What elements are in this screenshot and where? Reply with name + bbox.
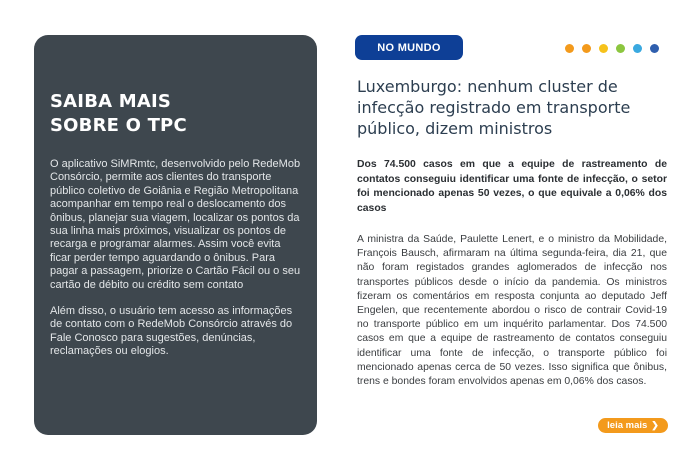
dot-icon: [650, 44, 659, 53]
dot-icon: [582, 44, 591, 53]
article-lead: Dos 74.500 casos em que a equipe de rastreamento de contatos conseguiu identificar uma fonte de infecção, o setor foi mencionado apenas 50 vezes, o que equivale a 0,06% dos casos: [357, 159, 667, 214]
info-card-title-line1: SAIBA MAIS: [50, 91, 172, 112]
dot-icon: [616, 44, 625, 53]
dot-icon: [599, 44, 608, 53]
info-card-paragraph-app: O aplicativo SiMRmtc, desenvolvido pelo RedeMob Consórcio, permite aos clientes do transporte público coletivo de Goiânia e Região Metropolitana acompanhar em tempo real o deslocamento dos ônibus, planejar sua viagem, localizar os pontos da sua linha mais próximos, visualizar os pontos de recarga e programar alarmes. Assim você evita ficar perder tempo aguardando o ônibus. Para pagar a passagem, priorize o Cartão Fácil ou o seu cartão de débito ou crédito sem contato: [50, 158, 301, 291]
article-headline: Luxemburgo: nenhum cluster de infecção registrado em transporte público, dizem ministros: [357, 77, 631, 138]
dot-icon: [633, 44, 642, 53]
info-card-title-line2: SOBRE O TPC: [50, 115, 187, 136]
info-card-title: [50, 90, 303, 138]
category-badge: NO MUNDO: [355, 35, 463, 60]
info-card-paragraph-contact: Além disso, o usuário tem acesso as informações de contato com o RedeMob Consórcio através do Fale Conosco para sugestões, denúncias, reclamações ou elogios.: [50, 305, 293, 358]
info-card: [34, 35, 317, 435]
read-more-button[interactable]: [598, 418, 668, 433]
read-more-label: leia mais: [607, 420, 648, 431]
article-body: A ministra da Saúde, Paulette Lenert, e o ministro da Mobilidade, François Bausch, afirmaram na última segunda-feira, dia 21, que não foram registados grandes aglomerados de infecção nos transportes públicos desde o início da pandemia. Os ministros fizeram os comentários em resposta conjunta ao deputado Jeff Engelen, que recentemente abordou o risco de contrair Covid-19 no transporte público em um inquérito parlamentar. Dos 74.500 casos em que a equipe de rastreamento de contatos conseguiu identificar uma fonte de infecção, o transporte público foi mencionado apenas cerca de 50 vezes. Isso significa que ônibus, trens e bondes foram envolvidos apenas em 0,06% dos casos.: [357, 234, 667, 388]
dot-icon: [565, 44, 574, 53]
chevron-right-icon: ❯: [651, 420, 659, 430]
decorative-dots: [565, 44, 659, 53]
